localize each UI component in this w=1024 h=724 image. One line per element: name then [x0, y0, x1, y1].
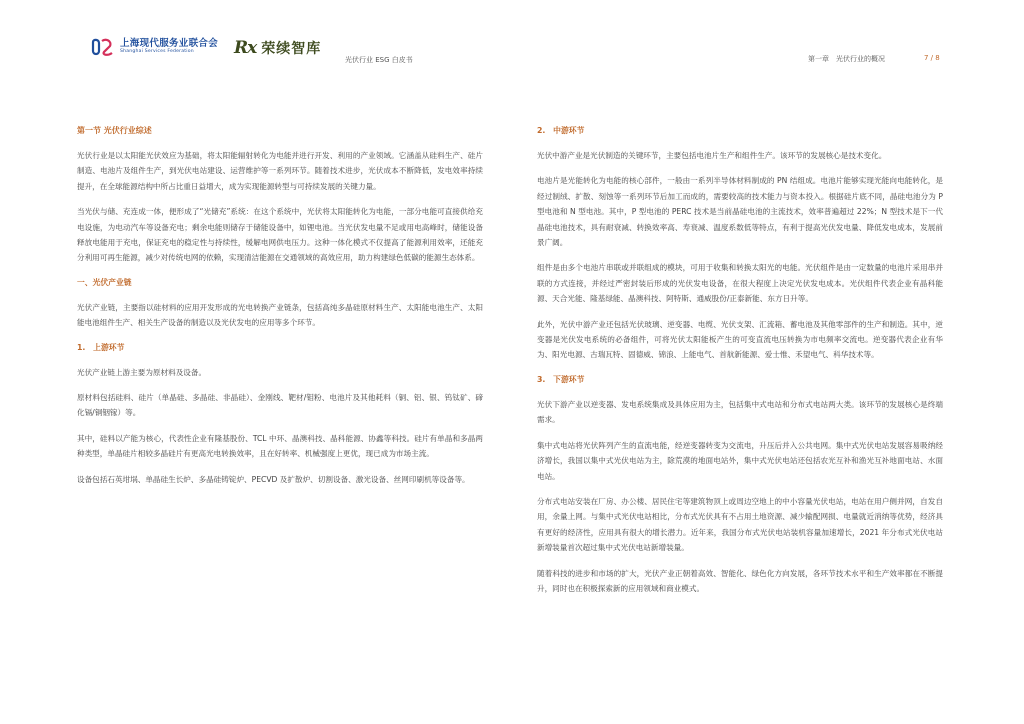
paragraph: 光伏产业链上游主要为原材料及设备。: [77, 367, 207, 377]
heading-midstream: 2. 中游环节: [537, 126, 585, 135]
paragraph: 组件是由多个电池片串联或并联组成的模块，可用于收集和转换太阳光的电能。光伏组件是由一定数量的电池片采用串并联的方式连接，并经过严密封装后形成的光伏发电设备，在很大程度上决定光伏发电成本。光伏组件代表企业有晶科能源、天合光能、隆基绿能、晶澳科技、阿特斯、通威股份/正泰新能、东方日升等。: [537, 263, 943, 304]
org-name-en: Shanghai Services Federation: [120, 49, 194, 55]
rx-mark: Rx: [234, 38, 257, 58]
paragraph: 原材料包括硅料、硅片（单晶硅、多晶硅、非晶硅）、金刚线、靶材/钼粉、电池片及其他耗料（铜、铝、银、钨钛矿、碲化镉/铜铟镓）等。: [77, 393, 483, 418]
ssf-logo-icon: [90, 38, 116, 56]
paragraph: 光伏产业链，主要指以硅材料的应用开发形成的光电转换产业链条，包括高纯多晶硅原材料生产、太阳能电池生产、太阳能电池组件生产、相关生产设备的制造以及光伏发电的应用等多个环节。: [77, 302, 483, 328]
paragraph: 光伏下游产业以逆变器、发电系统集成及具体应用为主，包括集中式电站和分布式电站两大类。该环节的发展核心是终端需求。: [537, 399, 943, 425]
paragraph: 分布式电站安装在厂房、办公楼、居民住宅等建筑物顶上或周边空地上的中小容量光伏电站，电站在用户侧并网，自发自用，余量上网。与集中式光伏电站相比，分布式光伏具有不占用土地资源、减少输配网损、电量就近消纳等优势，经济具有更好的经济性，应用具有很大的增长潜力。近年来，我国分布式光伏电站装机容量加速增长，2021 年分布式光伏电站新增装量首次超过集中式光伏电站新增装量。: [537, 496, 943, 553]
brand-name: 荣续智库: [261, 41, 322, 57]
paragraph: 其中，硅料以产能为核心，代表性企业有隆基股份、TCL 中环、晶澳科技、晶科能源、协鑫等科技。硅片有单晶和多晶两种类型，单晶硅片相较多晶硅片有更高光电转换效率，且在好转率、机械强度上更优，现已成为市场主流。: [77, 433, 483, 459]
page-number: 7 / 8: [924, 54, 940, 62]
heading-downstream: 3. 下游环节: [537, 374, 585, 384]
paragraph: 光伏中游产业是光伏制造的关键环节，主要包括电池片生产和组件生产。该环节的发展核心是技术变化。: [537, 151, 887, 160]
heading-upstream: 1. 上游环节: [77, 342, 125, 352]
rongxu-logo: [234, 38, 321, 58]
org-name-cn: 上海现代服务业联合会: [120, 37, 219, 49]
chapter-title: 第一章 光伏行业的概况: [808, 55, 885, 63]
paragraph: 设备包括石英坩埚、单晶硅生长炉、多晶硅铸锭炉、PECVD 及扩散炉、切割设备、激光设备、丝网印刷机等设备等。: [77, 474, 470, 484]
heading-industry-chain: 一、光伏产业链: [77, 277, 132, 287]
paragraph: 光伏行业是以太阳能光伏效应为基础，将太阳能辐射转化为电能并进行开发、利用的产业领域。它涵盖从硅料生产、硅片制造、电池片及组件生产，到光伏电站建设、运营维护等一系列环节。随着技术进步，光伏成本不断降低，发电效率持续提升，在全球能源结构中所占比重日益增大，成为实现能源转型与可持续发展的关键力量。: [77, 151, 483, 191]
paragraph: 集中式电站将光伏阵列产生的直流电能，经逆变器转变为交流电，升压后并入公共电网。集中式光伏电站发展容易吸纳经济增长，我国以集中式光伏电站为主，除荒漠的地面电站外，集中式光伏电站还包括农光互补和渔光互补地面电站、水面电站。: [537, 440, 943, 481]
right-column: [537, 124, 943, 606]
paragraph: 当光伏与储、充连成一体，便形成了“光储充”系统：在这个系统中，光伏将太阳能转化为电能，一部分电能可直接供给充电设施，为电动汽车等设备充电；剩余电能则储存于储能设备中，如锂电池。当光伏发电量不足或用电高峰时，储能设备释放电能用于充电，保证充电的稳定性与持续性，缓解电网供电压力。这种一体化模式不仅提高了能源利用效率，还能充分利用可再生能源，减少对传统电网的依赖，实现清洁能源在交通领域的高效应用，助力构建绿色低碳的能源生态体系。: [77, 207, 483, 263]
document-title: 光伏行业 ESG 白皮书: [345, 56, 413, 64]
paragraph: 随着科技的进步和市场的扩大，光伏产业正朝着高效、智能化、绿色化方向发展，各环节技术水平和生产效率都在不断提升，同时也在积极探索新的应用领域和商业模式。: [537, 568, 943, 593]
ssf-logo: [90, 38, 218, 56]
page-header: [0, 0, 1024, 80]
section-title: 第一节 光伏行业综述: [77, 126, 152, 135]
left-column: [77, 124, 483, 497]
paragraph: 此外，光伏中游产业还包括光伏玻璃、逆变器、电缆、光伏支架、汇流箱、蓄电池及其他零部件的生产和制造。其中，逆变器是光伏发电系统的必备组件，可将光伏太阳能板产生的可变直流电压转换为市电频率交流电。逆变器代表企业有华为、阳光电源、古瑞瓦特、固德威、锦浪、上能电气、首航新能源、爱士惟、禾望电气、科华技术等。: [537, 319, 943, 360]
paragraph: 电池片是光能转化为电能的核心部件，一般由一系列半导体材料制成的 PN 结组成。电池片能够实现光能向电能转化，是经过制绒、扩散、刻蚀等一系列环节后加工而成的，需要较高的技术能力与资本投入。根据硅片底不同，晶硅电池分为 P 型电池和 N 型电池。其中，P 型电池的 PERC 技术是当前晶硅电池的主流技术，效率普遍超过 22%；N 型技术是下一代晶硅电池技术，具有耐衰减、转换效率高、寿衰减、温度系数低等特点，有利于提高光伏发电量、降低发电成本，发展前景广阔。: [537, 176, 943, 248]
